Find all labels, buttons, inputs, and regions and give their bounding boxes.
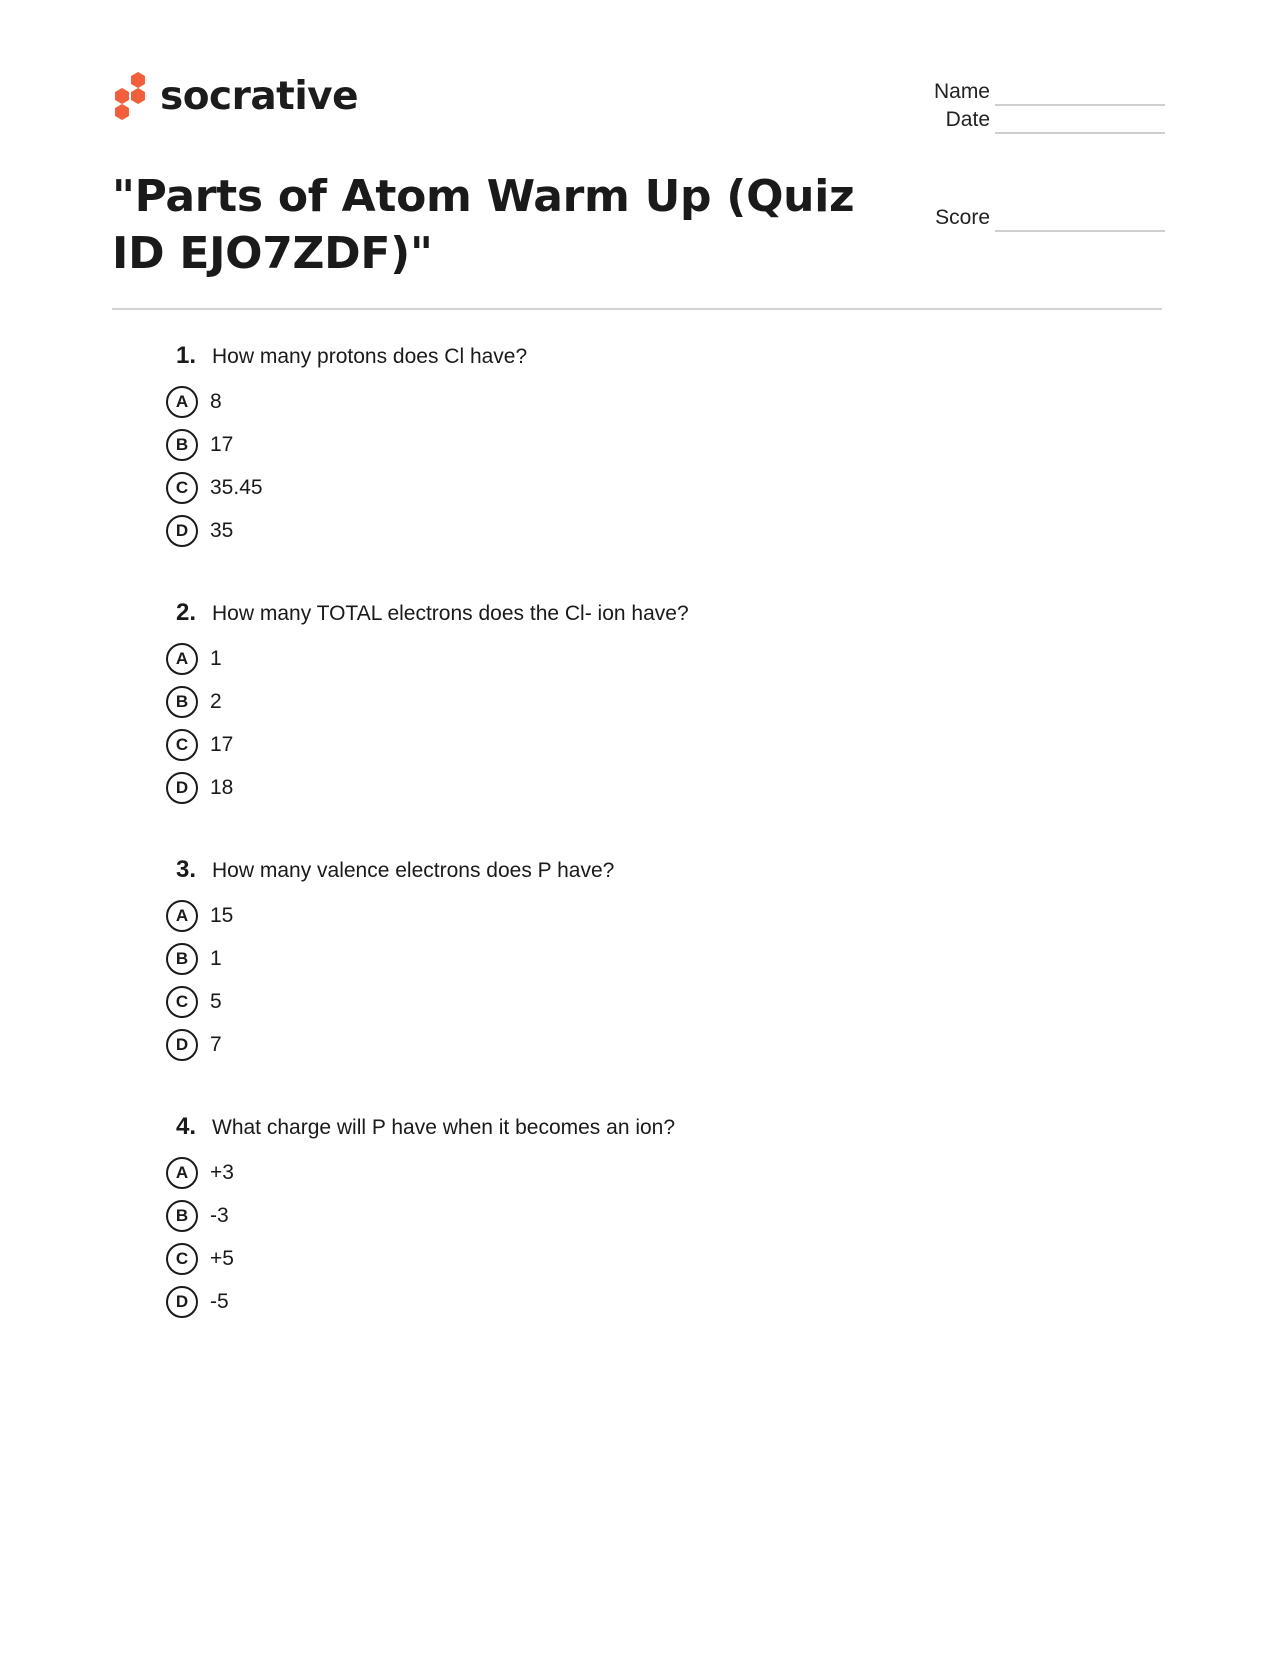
question-number: 4. bbox=[175, 1113, 196, 1140]
socrative-logo bbox=[112, 72, 358, 120]
question-text: How many valence electrons does P have? bbox=[212, 859, 615, 882]
choice-bubble[interactable]: D bbox=[166, 1286, 198, 1318]
choice-bubble[interactable]: D bbox=[166, 772, 198, 804]
question-number: 3. bbox=[175, 856, 196, 883]
choice-bubble[interactable]: A bbox=[166, 643, 198, 675]
question-header bbox=[166, 342, 1066, 380]
choice-text: 35 bbox=[210, 518, 234, 542]
choice-a[interactable] bbox=[166, 894, 1066, 937]
question-text: How many TOTAL electrons does the Cl- ion have? bbox=[212, 602, 689, 625]
choice-d[interactable] bbox=[166, 509, 1066, 552]
score-field[interactable] bbox=[880, 204, 1165, 232]
choice-bubble[interactable]: C bbox=[166, 1243, 198, 1275]
choice-b[interactable] bbox=[166, 423, 1066, 466]
choice-bubble[interactable]: C bbox=[166, 986, 198, 1018]
choice-text: +3 bbox=[210, 1160, 234, 1184]
choice-text: 1 bbox=[210, 646, 222, 670]
question-header bbox=[166, 1113, 1066, 1151]
choice-text: 8 bbox=[210, 389, 222, 413]
hexagon-cluster-icon bbox=[112, 72, 148, 120]
choice-text: 18 bbox=[210, 775, 234, 799]
choice-d[interactable] bbox=[166, 766, 1066, 809]
choice-bubble[interactable]: A bbox=[166, 386, 198, 418]
choice-bubble[interactable]: A bbox=[166, 1157, 198, 1189]
question-2 bbox=[166, 599, 1066, 856]
choice-text: 15 bbox=[210, 903, 234, 927]
choice-bubble[interactable]: A bbox=[166, 900, 198, 932]
logo-wordmark: socrative bbox=[160, 73, 359, 119]
choice-text: 7 bbox=[210, 1032, 222, 1056]
choice-bubble[interactable]: D bbox=[166, 1029, 198, 1061]
date-label: Date bbox=[945, 108, 990, 131]
choice-c[interactable] bbox=[166, 980, 1066, 1023]
date-field[interactable] bbox=[880, 106, 1165, 134]
page-title: "Parts of Atom Warm Up (Quiz ID EJO7ZDF)" bbox=[112, 171, 855, 279]
choice-text: +5 bbox=[210, 1246, 234, 1270]
choice-b[interactable] bbox=[166, 937, 1066, 980]
choice-bubble[interactable]: D bbox=[166, 515, 198, 547]
choice-text: 17 bbox=[210, 432, 234, 456]
question-text: How many protons does Cl have? bbox=[212, 345, 528, 368]
choice-bubble[interactable]: B bbox=[166, 686, 198, 718]
choice-bubble[interactable]: C bbox=[166, 729, 198, 761]
choice-c[interactable] bbox=[166, 466, 1066, 509]
choice-a[interactable] bbox=[166, 637, 1066, 680]
choice-text: 2 bbox=[210, 689, 222, 713]
choice-b[interactable] bbox=[166, 680, 1066, 723]
choice-d[interactable] bbox=[166, 1023, 1066, 1066]
choice-a[interactable] bbox=[166, 1151, 1066, 1194]
choice-c[interactable] bbox=[166, 1237, 1066, 1280]
choice-b[interactable] bbox=[166, 1194, 1066, 1237]
question-list bbox=[166, 342, 1066, 1370]
choice-d[interactable] bbox=[166, 1280, 1066, 1323]
question-4 bbox=[166, 1113, 1066, 1370]
choice-text: 5 bbox=[210, 989, 222, 1013]
question-header bbox=[166, 599, 1066, 637]
choice-text: 35.45 bbox=[210, 475, 263, 499]
choice-text: -3 bbox=[210, 1203, 229, 1227]
choice-bubble[interactable]: C bbox=[166, 472, 198, 504]
question-1 bbox=[166, 342, 1066, 599]
choice-text: 17 bbox=[210, 732, 234, 756]
name-label: Name bbox=[933, 80, 990, 103]
question-3 bbox=[166, 856, 1066, 1113]
choice-text: -5 bbox=[210, 1289, 229, 1313]
choice-bubble[interactable]: B bbox=[166, 429, 198, 461]
choice-a[interactable] bbox=[166, 380, 1066, 423]
question-number: 2. bbox=[175, 599, 196, 626]
choice-bubble[interactable]: B bbox=[166, 1200, 198, 1232]
score-line bbox=[995, 230, 1165, 232]
header-divider bbox=[112, 308, 1162, 310]
choice-text: 1 bbox=[210, 946, 222, 970]
question-header bbox=[166, 856, 1066, 894]
date-line bbox=[995, 132, 1165, 134]
question-number: 1. bbox=[175, 342, 196, 369]
score-label: Score bbox=[935, 206, 990, 229]
choice-bubble[interactable]: B bbox=[166, 943, 198, 975]
choice-c[interactable] bbox=[166, 723, 1066, 766]
name-field[interactable] bbox=[880, 78, 1165, 106]
question-text: What charge will P have when it becomes an ion? bbox=[212, 1116, 676, 1139]
